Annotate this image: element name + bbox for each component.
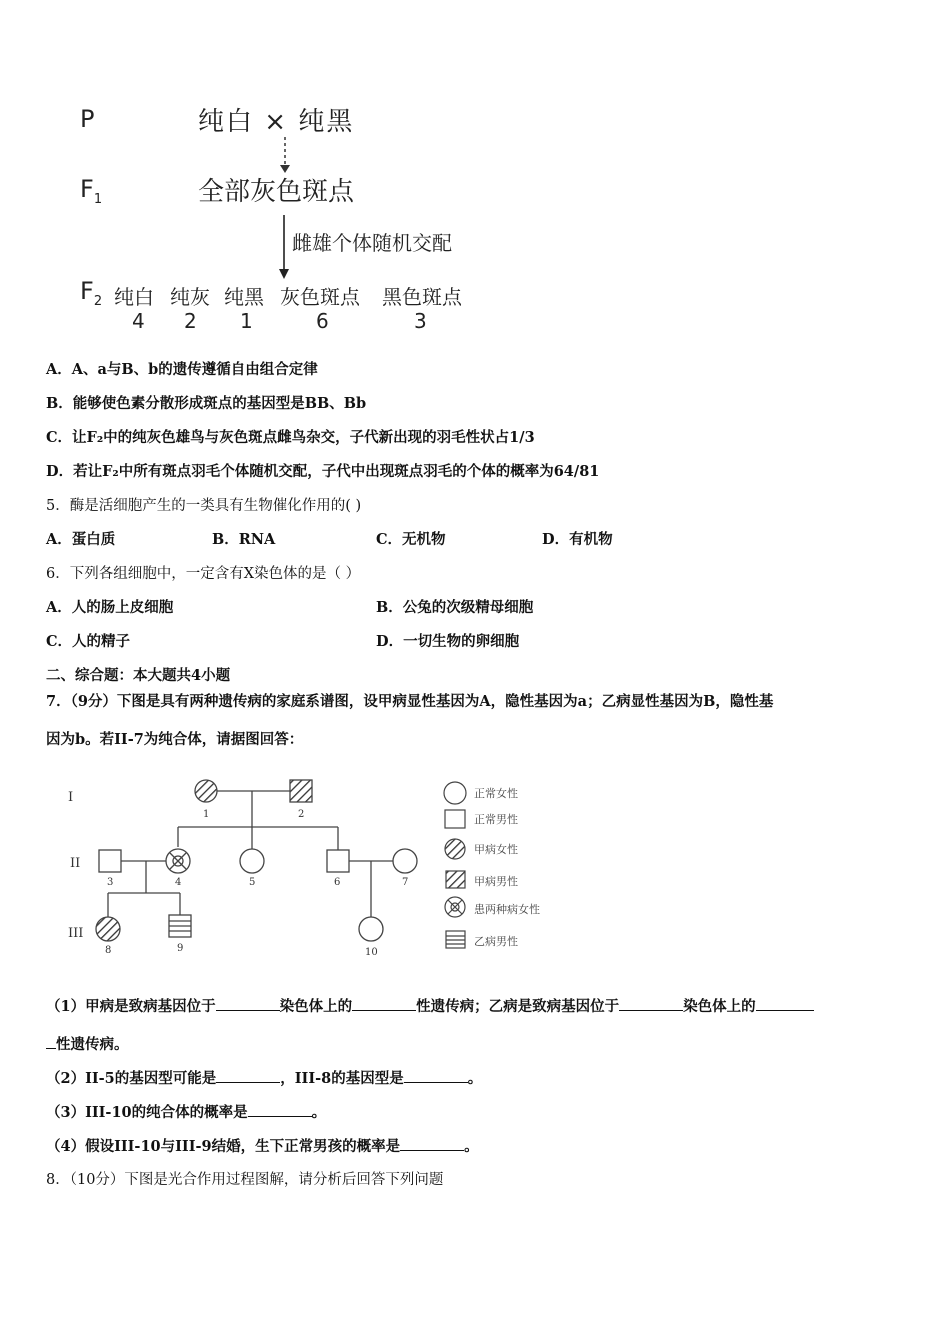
individual-ii3-normal-male [99, 850, 121, 872]
legend-label: 正常女性 [474, 787, 518, 800]
individual-i1-affected-female [195, 780, 217, 802]
individual-number: 8 [105, 945, 112, 956]
individual-number: 5 [249, 877, 256, 888]
individual-iii9-disease-b-male [169, 915, 191, 937]
generation-label: I [68, 790, 74, 805]
q5-option-a: A．蛋白质 [46, 531, 116, 548]
individual-number: 3 [107, 877, 114, 888]
f2-ratio: 6 [316, 309, 329, 333]
sub2-text: （2）II-5的基因型可能是 [46, 1070, 217, 1087]
answer-blank[interactable] [248, 1102, 312, 1117]
individual-ii4-both-diseases-female [166, 849, 190, 873]
f2-generation-label: $F_2$ [80, 277, 103, 309]
legend-affected-female-symbol [445, 839, 465, 859]
f2-ratio: 4 [132, 309, 145, 333]
legend-affected-male-symbol [446, 871, 465, 888]
answer-blank[interactable] [619, 996, 683, 1011]
answer-blank[interactable] [352, 996, 416, 1011]
sub1-text: 染色体上的 [279, 998, 353, 1015]
sub1-text: 性遗传病；乙病是致病基因位于 [416, 998, 620, 1015]
individual-ii5-normal-female [240, 849, 264, 873]
answer-blank[interactable] [404, 1068, 468, 1083]
f1-result: 全部灰色斑点 [198, 177, 355, 207]
p-generation-label: P [80, 105, 95, 133]
q4-option-d: D．若让F₂中所有斑点羽毛个体随机交配，子代中出现斑点羽毛的个体的概率为64/81 [46, 463, 600, 480]
individual-number: 9 [177, 943, 184, 954]
q7-sub2 [46, 1068, 482, 1089]
q7-stem-line2: 因为b。若II-7为纯合体，请据图回答： [46, 731, 304, 748]
f2-ratio: 3 [414, 309, 427, 333]
individual-ii6-normal-male [327, 850, 349, 872]
generation-label: III [68, 926, 84, 941]
individual-number: 2 [298, 809, 305, 820]
legend-label: 正常男性 [474, 813, 518, 826]
genetic-cross-diagram [70, 95, 490, 345]
sub4-text: 。 [464, 1138, 479, 1155]
random-mating-note: 雌雄个体随机交配 [292, 231, 452, 255]
sub3-text: 。 [311, 1104, 327, 1121]
section-heading: 二、综合题：本大题共4小题 [46, 667, 231, 684]
f2-phenotype: 黑色斑点 [382, 285, 462, 309]
q6-option-c: C．人的精子 [46, 633, 131, 650]
legend-label: 甲病男性 [474, 875, 518, 888]
f2-phenotype: 灰色斑点 [280, 285, 360, 309]
f2-ratio: 1 [240, 309, 253, 333]
parents-cross: 纯白 × 纯黑 [198, 107, 355, 137]
f2-phenotype: 纯灰 [170, 285, 210, 309]
generation-label: II [70, 856, 81, 871]
individual-number: 6 [334, 877, 341, 888]
pedigree-chart [60, 775, 600, 975]
q7-stem-line1: 7．（9分）下图是具有两种遗传病的家庭系谱图，设甲病显性基因为A，隐性基因为a；乙病显性基因为B，隐性基 [46, 693, 774, 710]
f2-phenotype: 纯白 [114, 285, 154, 309]
q5-option-c: C．无机物 [376, 531, 446, 548]
q4-option-c: C．让F₂中的纯灰色雄鸟与灰色斑点雌鸟杂交，子代新出现的羽毛性状占1/3 [46, 429, 535, 446]
dotted-arrow [275, 135, 295, 175]
individual-number: 7 [402, 877, 409, 888]
q6-option-d: D．一切生物的卵细胞 [376, 633, 520, 650]
legend-normal-female-symbol [444, 782, 466, 804]
q7-sub3 [46, 1102, 326, 1123]
sub3-text: （3）III-10的纯合体的概率是 [46, 1104, 248, 1121]
f1-generation-label: $F_1$ [80, 175, 103, 207]
answer-blank[interactable] [400, 1136, 464, 1151]
q5-option-b: B．RNA [212, 531, 276, 548]
answer-blank[interactable] [46, 1034, 56, 1049]
q8-stem: 8．（10分）下图是光合作用过程图解，请分析后回答下列问题 [46, 1172, 444, 1188]
answer-blank[interactable] [756, 996, 814, 1011]
q6-option-a: A．人的肠上皮细胞 [46, 599, 174, 616]
sub2-text: 。 [467, 1070, 483, 1087]
q7-sub1-line2 [46, 1034, 129, 1055]
sub2-text: ，III-8的基因型是 [280, 1070, 404, 1087]
q6-option-b: B．公兔的次级精母细胞 [376, 599, 534, 616]
q7-sub4 [46, 1136, 479, 1157]
individual-iii8-affected-female [96, 917, 120, 941]
sub1-text: 染色体上的 [683, 998, 756, 1015]
individual-number: 1 [203, 809, 210, 820]
answer-blank[interactable] [216, 996, 280, 1011]
individual-ii7-normal-female [393, 849, 417, 873]
individual-number: 10 [365, 947, 378, 958]
individual-iii10-normal-female [359, 917, 383, 941]
sub4-text: （4）假设III-10与III-9结婚，生下正常男孩的概率是 [46, 1138, 401, 1155]
answer-blank[interactable] [216, 1068, 280, 1083]
q7-sub1-line1 [46, 996, 814, 1017]
legend-both-diseases-female-symbol [445, 897, 465, 917]
f2-phenotype: 纯黑 [224, 285, 264, 309]
q5-option-d: D．有机物 [542, 531, 613, 548]
q4-option-a: A．A、a与B、b的遗传遵循自由组合定律 [46, 361, 318, 378]
sub1-text: （1）甲病是致病基因位于 [46, 998, 216, 1015]
legend-label: 甲病女性 [474, 843, 518, 856]
solid-arrow [274, 213, 294, 281]
legend-label: 乙病男性 [474, 935, 518, 948]
q4-option-b: B．能够使色素分散形成斑点的基因型是BB、Bb [46, 395, 367, 412]
q6-stem: 6．下列各组细胞中，一定含有X染色体的是（ ） [46, 566, 361, 582]
legend-normal-male-symbol [445, 810, 465, 828]
q5-stem: 5．酶是活细胞产生的一类具有生物催化作用的( ) [46, 498, 362, 514]
individual-number: 4 [175, 877, 182, 888]
individual-i2-affected-male [290, 780, 312, 802]
legend-label: 患两种病女性 [474, 903, 540, 916]
f2-ratio: 2 [184, 309, 197, 333]
legend-disease-b-male-symbol [446, 931, 465, 948]
sub1-text: 性遗传病。 [56, 1036, 129, 1053]
